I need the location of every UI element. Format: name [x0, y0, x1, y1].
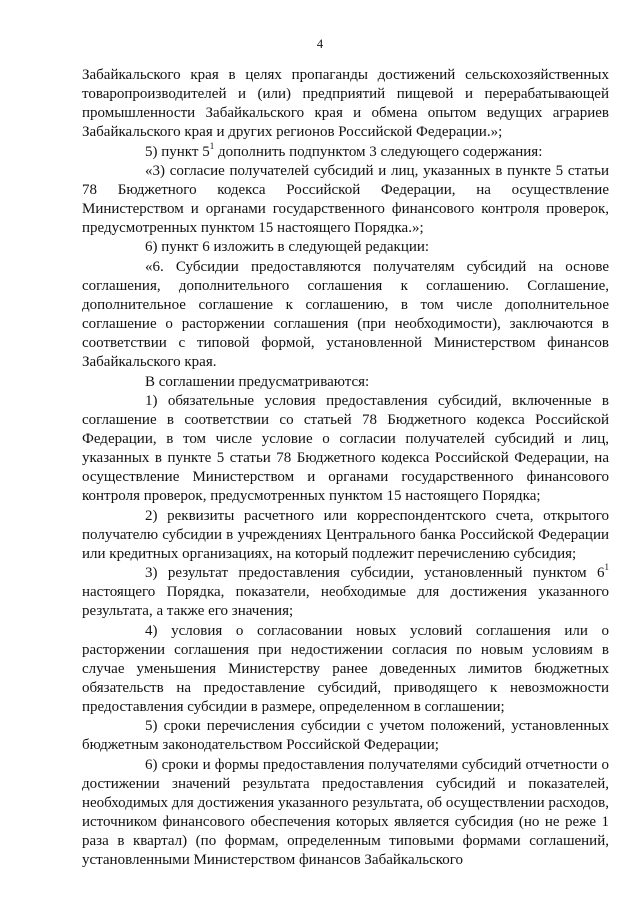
paragraph-text: дополнить подпунктом 3 следующего содержания:	[214, 143, 543, 160]
paragraph: Забайкальского края в целях пропаганды достижений сельскохозяйственных товаропроизводителей и (или) предприятий пищевой и перерабатывающей промышленности Забайкальского края и обмена опытом ведущих аграриев Забайкальского края и других регионов Российской Федерации.»;	[82, 67, 609, 141]
paragraph: 6) пункт 6 изложить в следующей редакции:	[145, 239, 430, 256]
superscript: 1	[604, 562, 609, 573]
superscript: 1	[209, 140, 215, 151]
paragraph: 5) сроки перечисления субсидии с учетом положений, установленных бюджетным законодательством Российской Федерации;	[82, 718, 609, 754]
document-body	[82, 66, 609, 871]
paragraph-text: 3) результат предоставления субсидии, установленный пунктом 6	[145, 565, 605, 582]
paragraph: 2) реквизиты расчетного или корреспондентского счета, открытого получателю субсидии в учреждениях Центрального банка Российской Федерации или кредитных организациях, на который подлежит перечислению субсидия;	[82, 507, 609, 562]
paragraph: 4) условия о согласовании новых условий соглашения или о расторжении соглашения при недостижении согласия по новым условиям в случае уменьшения Министерству ранее доведенных лимитов бюджетных обязательств на предоставление субсидий, приводящего к невозможности предоставления субсидии в размере, определенном в соглашении;	[82, 622, 609, 716]
paragraph	[82, 140, 609, 162]
paragraph: 1) обязательные условия предоставления субсидий, включенные в соглашение в соответствии со статьей 78 Бюджетного кодекса Российской Федерации, в том числе условие о согласии получателей субсидий и лиц, указанных в пункте 5 статьи 78 Бюджетного кодекса Российской Федерации, на осуществление Министерством и органами государственного финансового контроля проверок, предусмотренных пунктом 15 настоящего Порядка;	[82, 392, 609, 505]
paragraph-text: 5) пункт 5	[145, 143, 210, 160]
paragraph-text: настоящего Порядка, показатели, необходимые для достижения указанного результата, а также его значения;	[82, 584, 609, 620]
paragraph: В соглашении предусматриваются:	[145, 373, 370, 390]
paragraph: «3) согласие получателей субсидий и лиц, указанных в пункте 5 статьи 78 Бюджетного кодекса Российской Федерации, на осуществление Министерством и органами государственного финансового контроля проверок, предусмотренных пунктом 15 настоящего Порядка.»;	[82, 162, 609, 237]
paragraph: «6. Субсидии предоставляются получателям субсидий на основе соглашения, дополнительного соглашения к соглашению. Соглашение, дополнительное соглашение к соглашению, в том числе дополнительное соглашение о расторжении соглашения (при необходимости), заключаются в соответствии с типовой формой, установленной Министерством финансов Забайкальского края.	[82, 258, 609, 371]
page-number: 4	[316, 37, 324, 51]
paragraph	[82, 564, 609, 621]
paragraph: 6) сроки и формы предоставления получателями субсидий отчетности о достижении значений результата предоставления субсидий и показателей, необходимых для достижения указанного результата, об осуществлении расходов, источником финансового обеспечения которых является субсидия (но не реже 1 раза в квартал) (по формам, определенным типовыми формами соглашений, установленными Министерством финансов Забайкальского	[82, 756, 609, 869]
